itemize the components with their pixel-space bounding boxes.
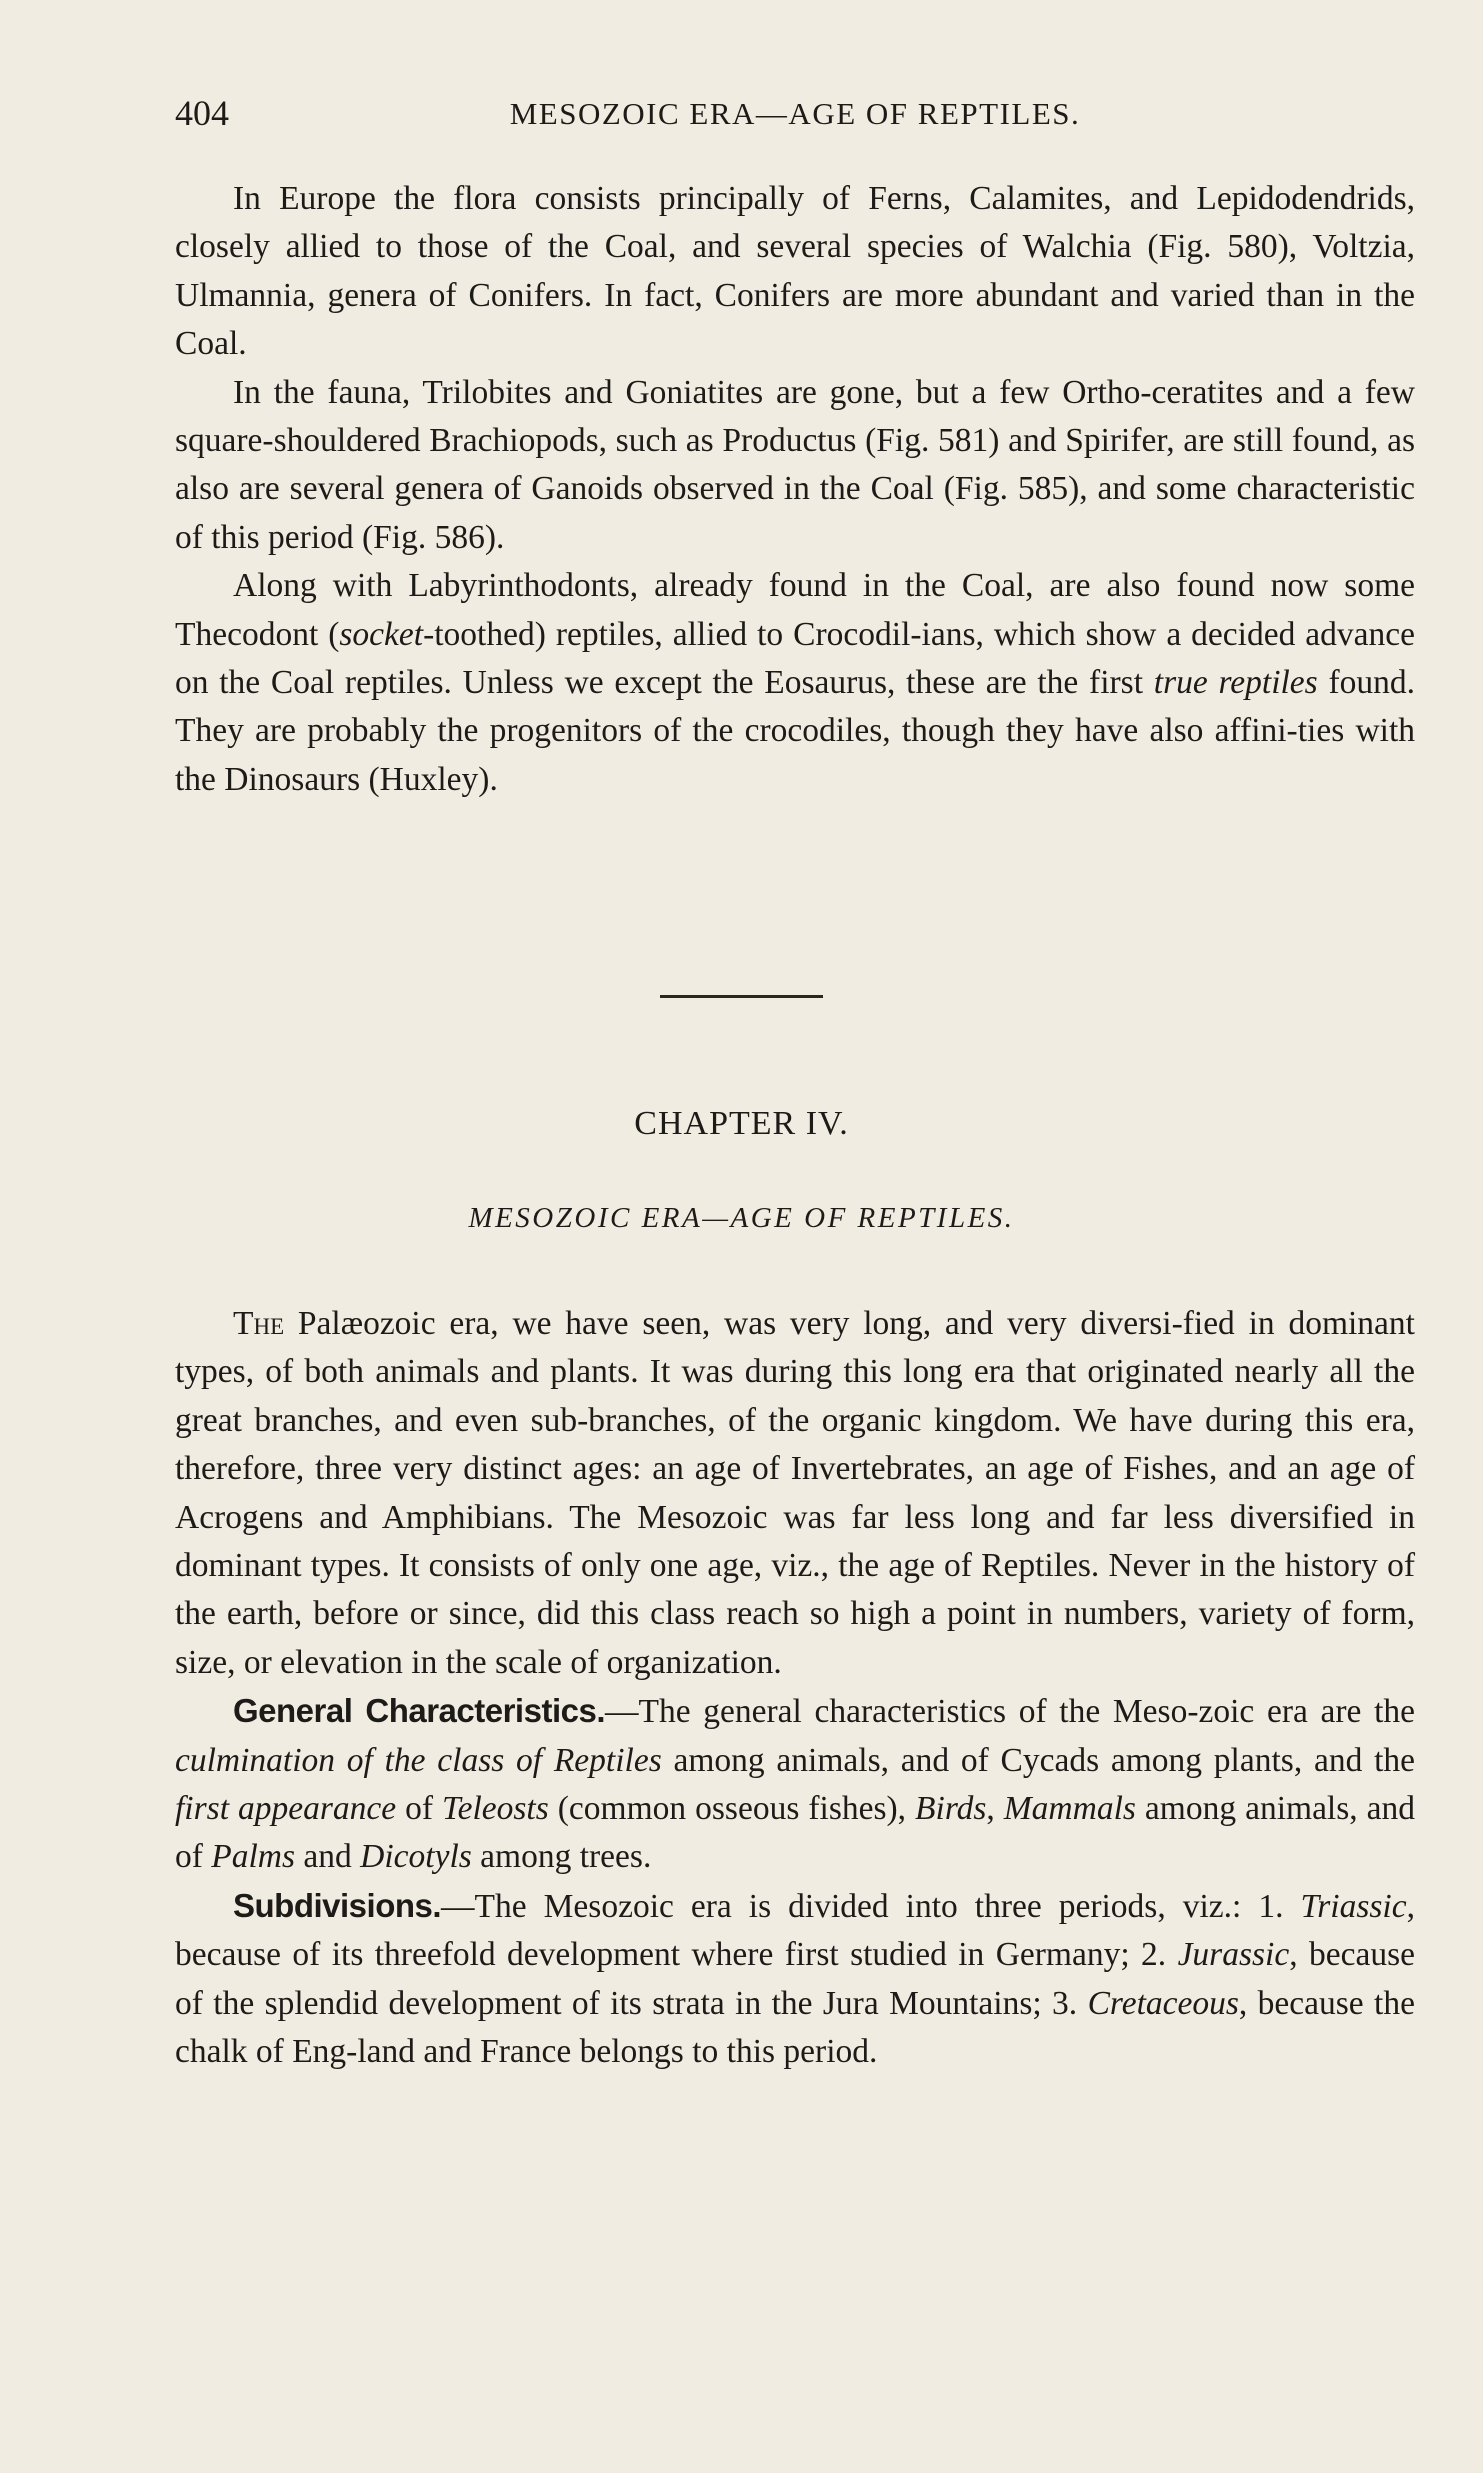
paragraph-thecodonts: Along with Labyrinthodonts, already found in the Coal, are also found now some Thecodont (socket-toothed) reptiles, allied to Crocodil-ians, which show a decided advance on the Coal reptiles. Unless we except the Eosaurus, these are the first true reptiles found. They are probably the progenitors of the crocodiles, though they have also affini-ties with the Dinosaurs (Huxley).: [175, 567, 1415, 798]
lead-heading-general: General Characteristics.: [233, 1692, 605, 1730]
chapter-heading: CHAPTER IV.: [634, 1105, 849, 1142]
running-title: MESOZOIC ERA—AGE OF REPTILES.: [509, 96, 1081, 131]
paragraph-fauna: In the fauna, Trilobites and Goniatites are gone, but a few Ortho-ceratites and a few square-shouldered Brachiopods, such as Productus (Fig. 581) and Spirifer, are still found, as also are several genera of Ganoids observed in the Coal (Fig. 585), and some characteristic of this period (Fig. 586).: [175, 373, 1415, 556]
paragraph-general-characteristics: General Characteristics.—The general characteristics of the Meso-zoic era are the culmination of the class of Reptiles among animals, and of Cycads among plants, and the first appearance of Teleosts (common osseous fishes), Birds, Mammals among animals, and of Palms and Dicotyls among trees.: [175, 1692, 1416, 1876]
running-head: [175, 92, 1415, 132]
section-top: [175, 175, 1415, 804]
page-number: 404: [175, 93, 229, 133]
paragraph-flora: In Europe the flora consists principally of Ferns, Calamites, and Lepidodendrids, closely allied to those of the Coal, and several species of Walchia (Fig. 580), Voltzia, Ulmannia, genera of Conifers. In fact, Conifers are more abundant and varied than in the Coal.: [175, 180, 1415, 363]
lead-heading-subdivisions: Subdivisions.: [233, 1886, 442, 1924]
chapter-subtitle: MESOZOIC ERA—AGE OF REPTILES.: [468, 1202, 1015, 1234]
lead-word: The: [233, 1305, 285, 1342]
paragraph-palaeozoic-summary: The Palæozoic era, we have seen, was very long, and very diversi-fied in dominant types, of both animals and plants. It was during this long era that originated nearly all the great branches, and even sub-branches, of the organic kingdom. We have during this era, therefore, three very distinct ages: an age of Invertebrates, an age of Fishes, and an age of Acrogens and Amphibians. The Mesozoic was far less long and far less diversified in dominant types. It consists of only one age, viz., the age of Reptiles. Never in the history of the earth, before or since, did this class reach so high a point in numbers, variety of form, size, or elevation in the scale of organization.: [175, 1305, 1415, 1681]
paragraph-subdivisions: Subdivisions.—The Mesozoic era is divided into three periods, viz.: 1. Triassic, because of its threefold development where first studied in Germany; 2. Jurassic, because of the splendid development of its strata in the Jura Mountains; 3. Cretaceous, because the chalk of Eng-land and France belongs to this period.: [175, 1886, 1416, 2071]
section-bottom: [175, 1300, 1415, 2077]
section-divider-rule: [660, 995, 823, 998]
